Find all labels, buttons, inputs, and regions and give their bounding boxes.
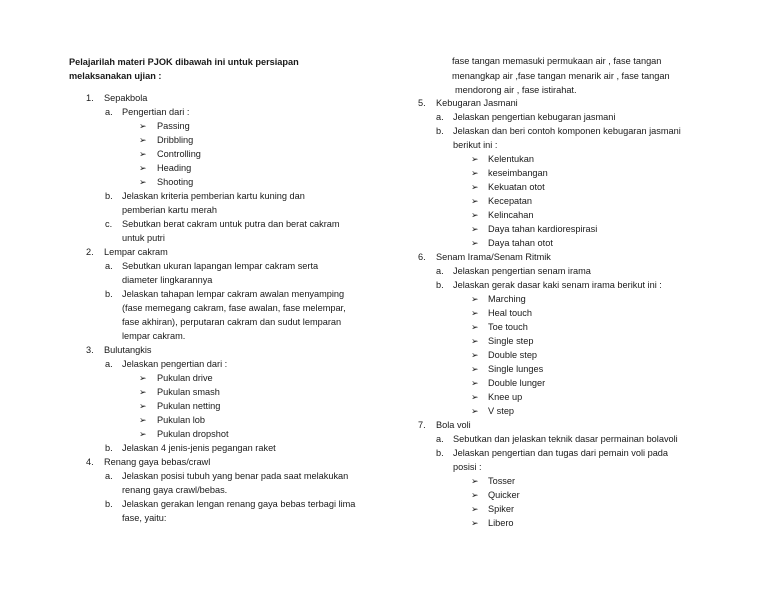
sub-item-text: Jelaskan kriteria pemberian kartu kuning dan — [122, 191, 305, 201]
sub-item-letter: b. — [436, 448, 444, 458]
sub-item-letter: b. — [436, 280, 444, 290]
sub-item-text: Jelaskan pengertian kebugaran jasmani — [453, 112, 616, 122]
arrow-bullet-icon: ➢ — [471, 406, 479, 416]
sub-item-text-continued: renang gaya crawl/bebas. — [122, 485, 228, 495]
arrow-bullet-icon: ➢ — [471, 476, 479, 486]
arrow-bullet-icon: ➢ — [139, 429, 147, 439]
section-heading: Bola voli — [436, 420, 471, 430]
continued-text-line: mendorong air , fase istirahat. — [455, 85, 577, 95]
list-item — [0, 231, 400, 245]
list-item — [400, 390, 768, 404]
arrow-bullet-icon: ➢ — [471, 294, 479, 304]
sub-item-text-continued: diameter lingkarannya — [122, 275, 213, 285]
list-item — [0, 287, 400, 301]
list-item — [400, 474, 768, 488]
list-item — [0, 203, 400, 217]
sub-item-text-continued: untuk putri — [122, 233, 165, 243]
bullet-item-text: Toe touch — [488, 322, 528, 332]
arrow-bullet-icon: ➢ — [471, 224, 479, 234]
sub-item-text: Jelaskan 4 jenis-jenis pegangan raket — [122, 443, 276, 453]
sub-item-text: Jelaskan gerakan lengan renang gaya bebas terbagi lima — [122, 499, 356, 509]
arrow-bullet-icon: ➢ — [471, 322, 479, 332]
bullet-item-text: Daya tahan kardiorespirasi — [488, 224, 598, 234]
item-number: 3. — [86, 345, 94, 355]
arrow-bullet-icon: ➢ — [471, 364, 479, 374]
arrow-bullet-icon: ➢ — [471, 336, 479, 346]
bullet-item-text: Single step — [488, 336, 534, 346]
bullet-item-text: Pukulan drive — [157, 373, 213, 383]
document-title: Pelajarilah materi PJOK dibawah ini untuk persiapan — [69, 57, 299, 67]
list-item — [0, 273, 400, 287]
sub-item-text: Jelaskan pengertian dari : — [122, 359, 228, 369]
list-item — [400, 404, 768, 418]
sub-item-letter: a. — [105, 471, 113, 481]
arrow-bullet-icon: ➢ — [139, 135, 147, 145]
document-title-continued: melaksanakan ujian : — [69, 71, 162, 81]
sub-item-text-continued: fase akhiran), perputaran cakram dan sudut lemparan — [122, 317, 342, 327]
list-item — [400, 166, 768, 180]
bullet-item-text: Kekuatan otot — [488, 182, 545, 192]
list-item — [0, 483, 400, 497]
list-item — [400, 348, 768, 362]
bullet-item-text: Double lunger — [488, 378, 546, 388]
bullet-item-text: Spiker — [488, 504, 515, 514]
item-number: 1. — [86, 93, 94, 103]
list-item — [0, 175, 400, 189]
bullet-item-text: Passing — [157, 121, 190, 131]
list-item — [0, 385, 400, 399]
item-number: 4. — [86, 457, 94, 467]
list-item — [0, 147, 400, 161]
section-heading: Senam Irama/Senam Ritmik — [436, 252, 551, 262]
bullet-item-text: Single lunges — [488, 364, 544, 374]
list-item — [400, 320, 768, 334]
bullet-item-text: Pukulan netting — [157, 401, 221, 411]
bullet-item-text: Pukulan lob — [157, 415, 206, 425]
list-item — [0, 301, 400, 315]
list-item — [0, 455, 400, 469]
arrow-bullet-icon: ➢ — [471, 210, 479, 220]
bullet-item-text: Quicker — [488, 490, 520, 500]
sub-item-text-continued: fase, yaitu: — [122, 513, 167, 523]
list-item — [400, 278, 768, 292]
sub-item-text: Jelaskan posisi tubuh yang benar pada saat melakukan — [122, 471, 349, 481]
list-item — [0, 259, 400, 273]
list-item — [0, 133, 400, 147]
bullet-item-text: Kecepatan — [488, 196, 532, 206]
list-item — [0, 329, 400, 343]
sub-item-text: Jelaskan dan beri contoh komponen kebugaran jasmani — [453, 126, 681, 136]
item-number: 6. — [418, 252, 426, 262]
sub-item-text-continued: berikut ini : — [453, 140, 498, 150]
list-item — [0, 399, 400, 413]
list-item — [400, 292, 768, 306]
arrow-bullet-icon: ➢ — [471, 308, 479, 318]
bullet-item-text: Double step — [488, 350, 538, 360]
list-item — [400, 376, 768, 390]
list-item — [0, 427, 400, 441]
arrow-bullet-icon: ➢ — [471, 182, 479, 192]
list-item — [0, 343, 400, 357]
sub-item-text: Sebutkan dan jelaskan teknik dasar permainan bolavoli — [453, 434, 678, 444]
bullet-item-text: Shooting — [157, 177, 194, 187]
list-item — [400, 180, 768, 194]
bullet-item-text: Kelincahan — [488, 210, 534, 220]
arrow-bullet-icon: ➢ — [139, 163, 147, 173]
list-item — [400, 418, 768, 432]
item-number: 5. — [418, 98, 426, 108]
sub-item-letter: a. — [105, 107, 113, 117]
list-item — [0, 161, 400, 175]
list-item — [400, 124, 768, 138]
list-item — [400, 194, 768, 208]
sub-item-text-continued: lempar cakram. — [122, 331, 186, 341]
bullet-item-text: Pukulan dropshot — [157, 429, 229, 439]
sub-item-letter: c. — [105, 219, 113, 229]
bullet-item-text: V step — [488, 406, 515, 416]
item-number: 7. — [418, 420, 426, 430]
list-item — [400, 110, 768, 124]
bullet-item-text: keseimbangan — [488, 168, 548, 178]
sub-item-letter: b. — [436, 126, 444, 136]
section-heading: Lempar cakram — [104, 247, 168, 257]
list-item — [400, 152, 768, 166]
list-item — [0, 357, 400, 371]
bullet-item-text: Kelentukan — [488, 154, 534, 164]
arrow-bullet-icon: ➢ — [471, 378, 479, 388]
sub-item-text-continued: pemberian kartu merah — [122, 205, 217, 215]
list-item — [400, 306, 768, 320]
list-item — [400, 96, 768, 110]
arrow-bullet-icon: ➢ — [139, 387, 147, 397]
list-item — [400, 362, 768, 376]
sub-item-letter: a. — [436, 266, 444, 276]
continued-text-line: fase tangan memasuki permukaan air , fase tangan — [452, 56, 662, 66]
bullet-item-text: Daya tahan otot — [488, 238, 553, 248]
arrow-bullet-icon: ➢ — [471, 518, 479, 528]
item-number: 2. — [86, 247, 94, 257]
list-item — [0, 119, 400, 133]
arrow-bullet-icon: ➢ — [139, 121, 147, 131]
arrow-bullet-icon: ➢ — [471, 168, 479, 178]
list-item — [0, 315, 400, 329]
bullet-item-text: Controlling — [157, 149, 201, 159]
arrow-bullet-icon: ➢ — [471, 392, 479, 402]
list-item — [0, 413, 400, 427]
sub-item-letter: a. — [105, 261, 113, 271]
sub-item-text: Jelaskan tahapan lempar cakram awalan menyamping — [122, 289, 345, 299]
section-heading: Kebugaran Jasmani — [436, 98, 518, 108]
sub-item-letter: a. — [436, 112, 444, 122]
arrow-bullet-icon: ➢ — [471, 504, 479, 514]
sub-item-text: Jelaskan pengertian senam irama — [453, 266, 591, 276]
sub-item-letter: a. — [436, 434, 444, 444]
list-item — [0, 469, 400, 483]
list-item — [0, 91, 400, 105]
list-item — [0, 217, 400, 231]
list-item — [400, 460, 768, 474]
bullet-item-text: Heal touch — [488, 308, 532, 318]
list-item — [400, 250, 768, 264]
sub-item-letter: b. — [105, 443, 113, 453]
sub-item-text: Jelaskan pengertian dan tugas dari pemain voli pada — [453, 448, 669, 458]
sub-item-text: Jelaskan gerak dasar kaki senam irama berikut ini : — [453, 280, 662, 290]
sub-item-text-continued: (fase memegang cakram, fase awalan, fase melempar, — [122, 303, 346, 313]
list-item — [0, 511, 400, 525]
sub-item-letter: a. — [105, 359, 113, 369]
section-heading: Renang gaya bebas/crawl — [104, 457, 211, 467]
list-item — [0, 105, 400, 119]
arrow-bullet-icon: ➢ — [471, 154, 479, 164]
sub-item-text: Sebutkan ukuran lapangan lempar cakram serta — [122, 261, 319, 271]
sub-item-letter: b. — [105, 191, 113, 201]
list-item — [400, 236, 768, 250]
bullet-item-text: Dribbling — [157, 135, 194, 145]
list-item — [400, 222, 768, 236]
arrow-bullet-icon: ➢ — [139, 415, 147, 425]
continued-text-line: menangkap air ,fase tangan menarik air , fase tangan — [452, 71, 670, 81]
sub-item-letter: b. — [105, 499, 113, 509]
list-item — [400, 264, 768, 278]
sub-item-text: Sebutkan berat cakram untuk putra dan berat cakram — [122, 219, 340, 229]
list-item — [400, 334, 768, 348]
list-item — [0, 441, 400, 455]
list-item — [0, 245, 400, 259]
list-item — [400, 138, 768, 152]
bullet-item-text: Marching — [488, 294, 526, 304]
bullet-item-text: Heading — [157, 163, 192, 173]
section-heading: Bulutangkis — [104, 345, 152, 355]
list-item — [0, 189, 400, 203]
list-item — [0, 371, 400, 385]
arrow-bullet-icon: ➢ — [471, 490, 479, 500]
list-item — [400, 488, 768, 502]
bullet-item-text: Libero — [488, 518, 514, 528]
arrow-bullet-icon: ➢ — [471, 238, 479, 248]
sub-item-text: Pengertian dari : — [122, 107, 190, 117]
list-item — [0, 497, 400, 511]
arrow-bullet-icon: ➢ — [471, 196, 479, 206]
arrow-bullet-icon: ➢ — [139, 373, 147, 383]
list-item — [400, 432, 768, 446]
arrow-bullet-icon: ➢ — [471, 350, 479, 360]
arrow-bullet-icon: ➢ — [139, 149, 147, 159]
bullet-item-text: Knee up — [488, 392, 523, 402]
bullet-item-text: Tosser — [488, 476, 516, 486]
bullet-item-text: Pukulan smash — [157, 387, 220, 397]
arrow-bullet-icon: ➢ — [139, 401, 147, 411]
list-item — [400, 446, 768, 460]
sub-item-letter: b. — [105, 289, 113, 299]
sub-item-text-continued: posisi : — [453, 462, 482, 472]
list-item — [400, 208, 768, 222]
list-item — [400, 502, 768, 516]
arrow-bullet-icon: ➢ — [139, 177, 147, 187]
list-item — [400, 516, 768, 530]
section-heading: Sepakbola — [104, 93, 148, 103]
